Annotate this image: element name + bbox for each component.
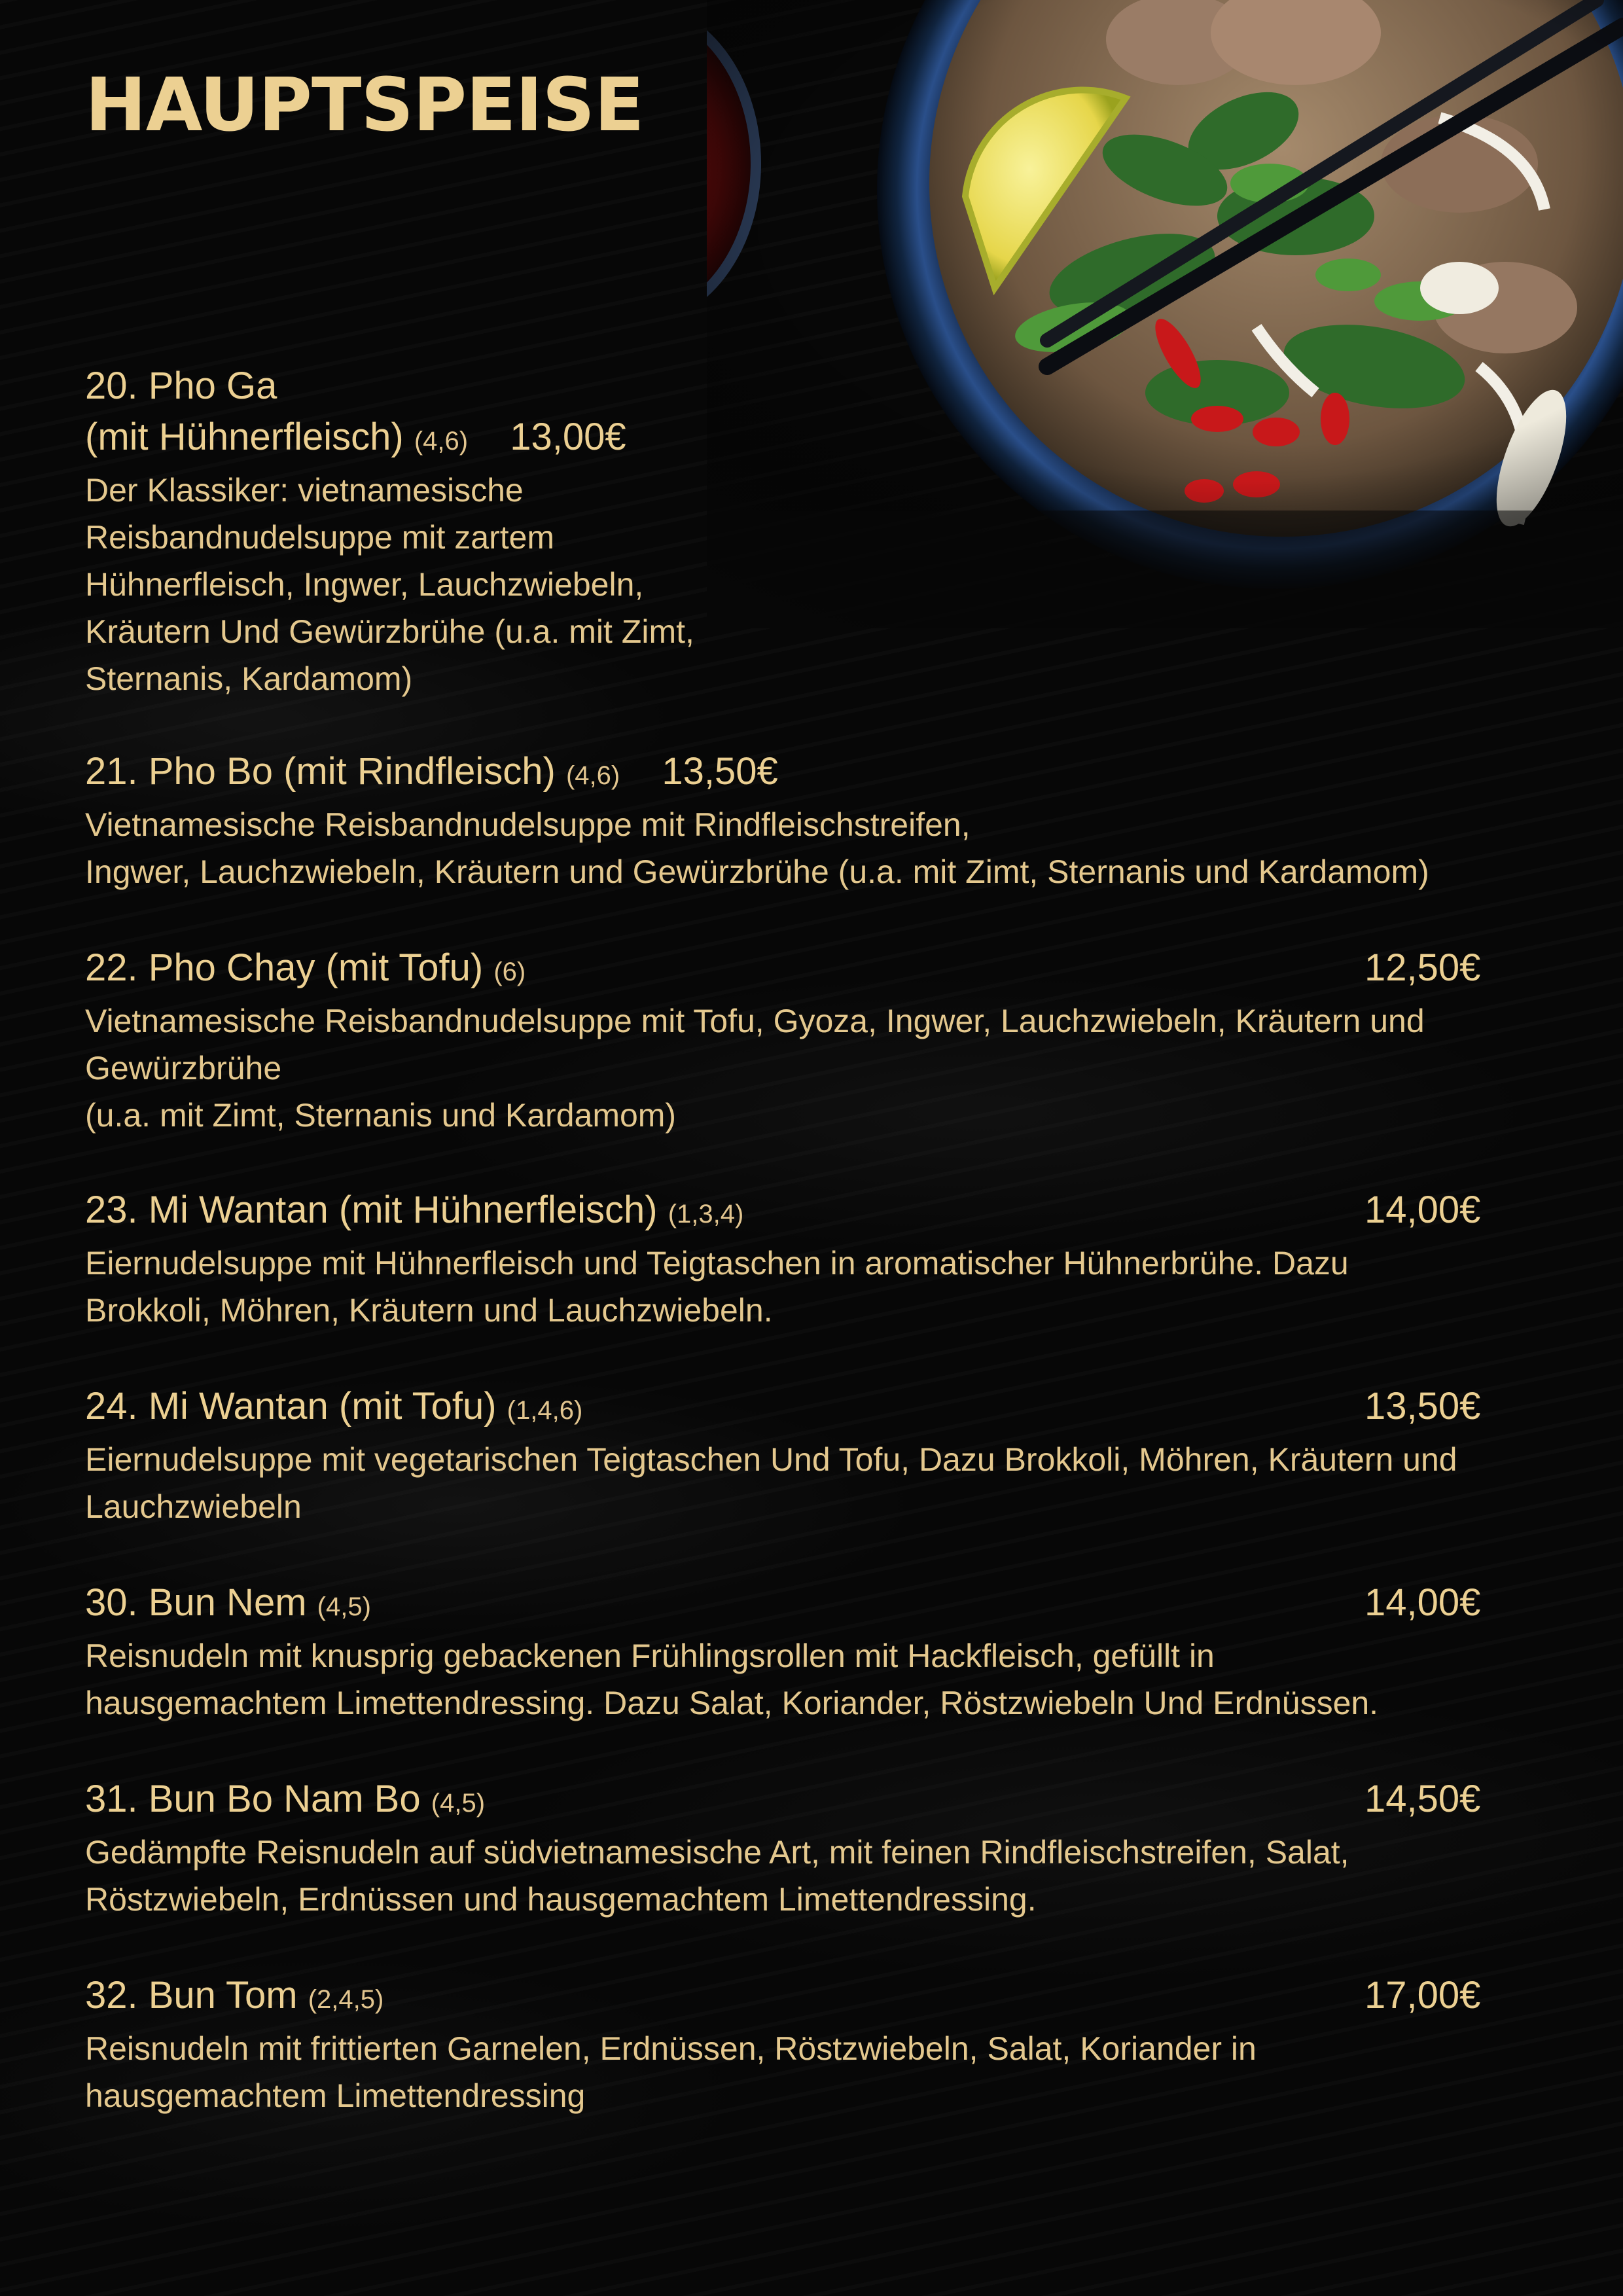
item-name: 21. Pho Bo (mit Rindfleisch) — [85, 750, 556, 793]
item-price: 13,00€ — [510, 416, 626, 458]
item-name-row — [85, 1185, 1577, 1240]
item-description: Der Klassiker: vietnamesische Reisbandnudelsuppe mit zartem Hühnerfleisch, Ingwer, Lauchzwiebeln, Kräutern Und Gewürzbrühe (u.a. mit Zimt, Sternanis, Kardamom) — [85, 472, 694, 697]
item-name: 24. Mi Wantan (mit Tofu) — [85, 1385, 497, 1427]
menu-item — [85, 1381, 1577, 1530]
item-price: 14,50€ — [1364, 1778, 1481, 1820]
item-name: 20. Pho Ga — [85, 365, 277, 407]
item-name: 22. Pho Chay (mit Tofu) — [85, 946, 484, 989]
item-name: 30. Bun Nem — [85, 1581, 307, 1624]
item-allergens: (4,6) — [565, 761, 620, 790]
item-name: 31. Bun Bo Nam Bo — [85, 1778, 421, 1820]
menu-title: HAUPTSPEISE — [85, 63, 644, 148]
item-name: 32. Bun Tom — [85, 1974, 298, 2017]
item-allergens: (1,3,4) — [668, 1200, 744, 1229]
item-price: 14,00€ — [1364, 1189, 1481, 1231]
item-price: 13,50€ — [662, 750, 778, 793]
item-description: Eiernudelsuppe mit vegetarischen Teigtaschen Und Tofu, Dazu Brokkoli, Möhren, Kräutern und Lauchzwiebeln — [85, 1441, 1457, 1525]
item-allergens: (2,4,5) — [308, 1985, 384, 2014]
item-name-line2: (mit Hühnerfleisch) (4,6) 13,00€ — [85, 416, 626, 458]
item-name-row — [85, 942, 1577, 997]
item-allergens: (4,5) — [431, 1789, 486, 1818]
menu-item — [85, 361, 1577, 702]
item-description: Eiernudelsuppe mit Hühnerfleisch und Teigtaschen in aromatischer Hühnerbrühe. Dazu Brokkoli, Möhren, Kräutern und Lauchzwiebeln. — [85, 1245, 1349, 1329]
item-name-row — [85, 1381, 1577, 1436]
item-description: Vietnamesische Reisbandnudelsuppe mit Rindfleischstreifen, Ingwer, Lauchzwiebeln, Kräutern und Gewürzbrühe (u.a. mit Zimt, Sternanis und Kardamom) — [85, 806, 1429, 890]
menu-item — [85, 1774, 1577, 1923]
item-allergens: (1,4,6) — [507, 1396, 583, 1425]
item-allergens: (4,5) — [317, 1592, 371, 1621]
item-description: Reisnudeln mit knusprig gebackenen Frühlingsrollen mit Hackfleisch, gefüllt in hausgemachtem Limettendressing. Dazu Salat, Koriander, Röstzwiebeln Und Erdnüssen. — [85, 1638, 1379, 1721]
item-price: 12,50€ — [1364, 946, 1481, 989]
item-price: 17,00€ — [1364, 1974, 1481, 2017]
menu-item — [85, 746, 1577, 895]
item-price: 13,50€ — [1364, 1385, 1481, 1427]
menu-item — [85, 1970, 1577, 2119]
menu-item — [85, 1577, 1577, 1727]
item-description: Vietnamesische Reisbandnudelsuppe mit Tofu, Gyoza, Ingwer, Lauchzwiebeln, Kräutern und Gewürzbrühe (u.a. mit Zimt, Sternanis und Kardamom) — [85, 1003, 1425, 1134]
item-name-row — [85, 1774, 1577, 1829]
item-allergens: (4,6) — [414, 427, 469, 456]
item-name-row — [85, 1577, 1577, 1632]
item-description: Gedämpfte Reisnudeln auf südvietnamesische Art, mit feinen Rindfleischstreifen, Salat, Röstzwiebeln, Erdnüssen und hausgemachtem Limettendressing. — [85, 1834, 1349, 1918]
menu-item — [85, 942, 1577, 1139]
item-allergens: (6) — [493, 958, 526, 986]
item-name: 23. Mi Wantan (mit Hühnerfleisch) — [85, 1189, 658, 1231]
item-name-row — [85, 1970, 1577, 2025]
item-description: Reisnudeln mit frittierten Garnelen, Erdnüssen, Röstzwiebeln, Salat, Koriander in hausgemachtem Limettendressing — [85, 2030, 1257, 2114]
menu-item — [85, 1185, 1577, 1334]
item-name-row — [85, 746, 1577, 801]
item-price: 14,00€ — [1364, 1581, 1481, 1624]
